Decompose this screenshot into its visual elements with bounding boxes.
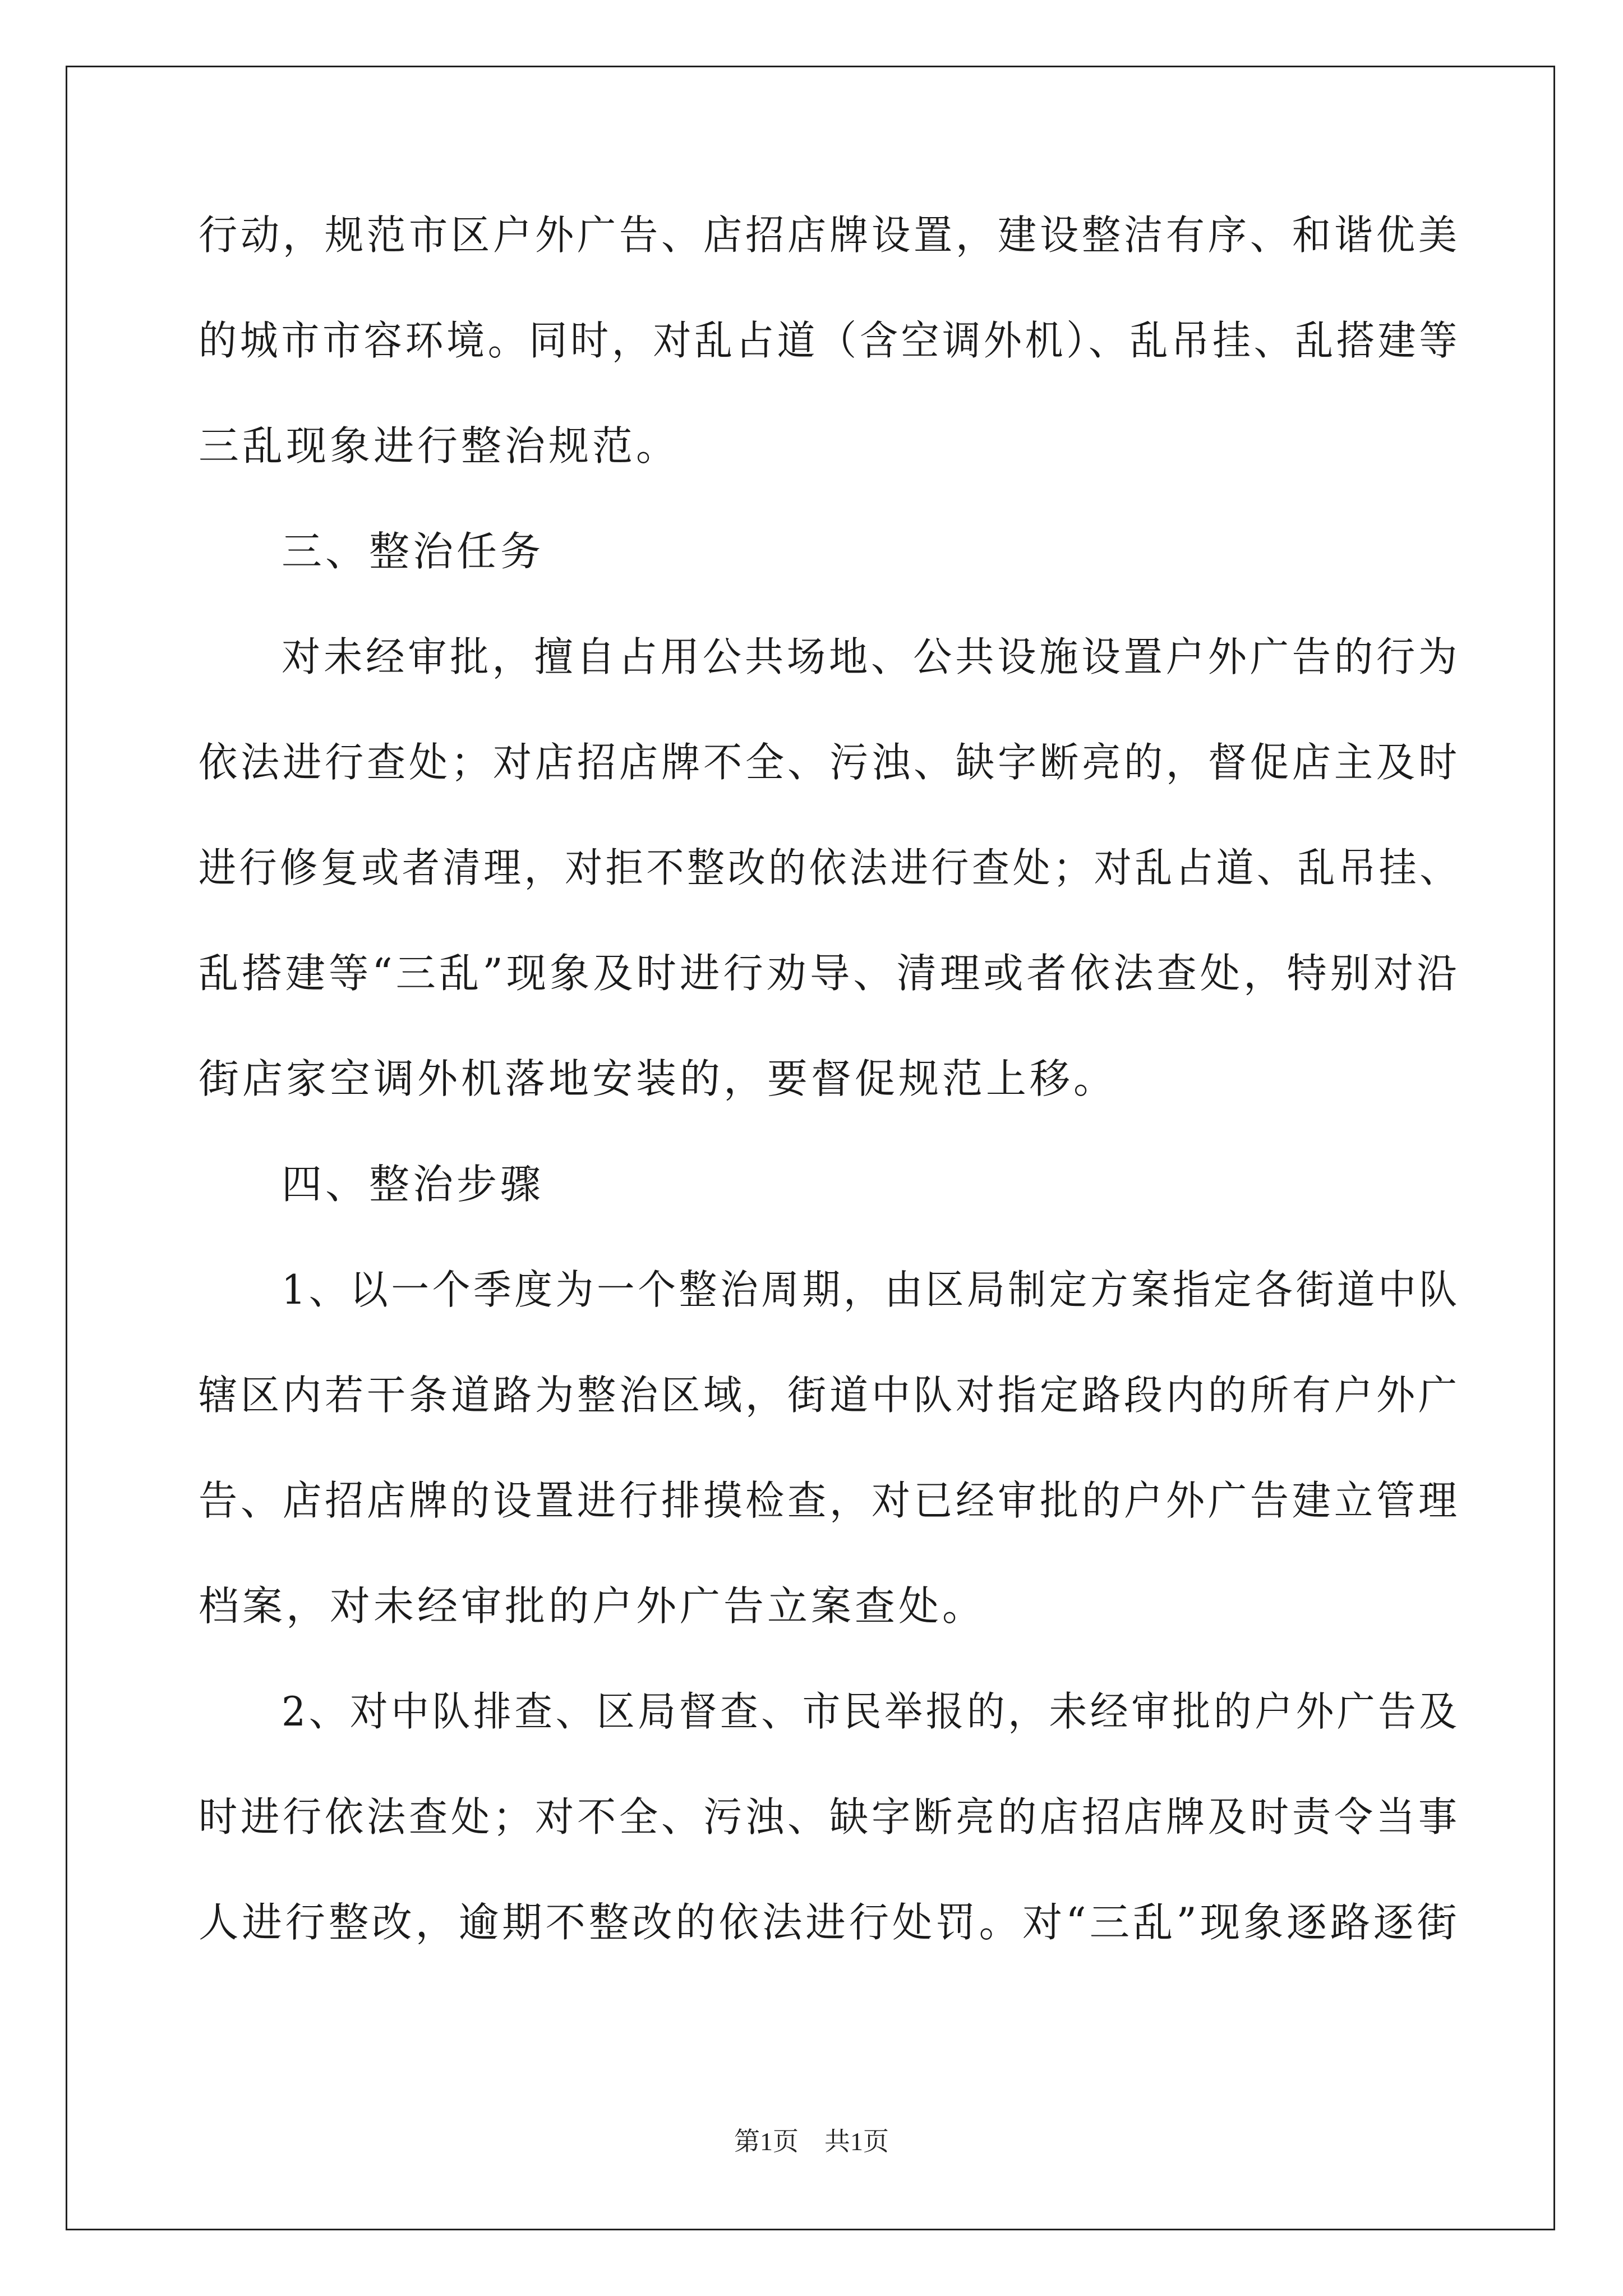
body-line: 的城市市容环境。同时，对乱占道（含空调外机）、乱吊挂、乱搭建等 — [199, 317, 1461, 364]
body-line: 时进行依法查处；对不全、污浊、缺字断亮的店招店牌及时责令当事 — [199, 1793, 1460, 1841]
body-line: 人进行整改，逾期不整改的依法进行处罚。对“三乱”现象逐路逐街 — [199, 1899, 1460, 1946]
body-line: 2、对中队排查、区局督查、市民举报的，未经审批的户外广告及 — [282, 1688, 1460, 1735]
body-line: 告、店招店牌的设置进行排摸检查，对已经审批的户外广告建立管理 — [199, 1477, 1460, 1524]
section-heading: 四、整治步骤 — [282, 1161, 545, 1208]
body-line: 行动，规范市区户外广告、店招店牌设置，建设整洁有序、和谐优美 — [199, 211, 1460, 259]
body-line: 街店家空调外机落地安装的，要督促规范上移。 — [199, 1055, 1118, 1102]
page-number-footer: 第1页 共1页 — [734, 2127, 889, 2156]
body-line: 依法进行查处；对店招店牌不全、污浊、缺字断亮的，督促店主及时 — [199, 739, 1460, 786]
body-line: 乱搭建等“三乱”现象及时进行劝导、清理或者依法查处，特别对沿 — [199, 950, 1460, 997]
body-line: 1、以一个季度为一个整治周期，由区局制定方案指定各街道中队 — [282, 1266, 1460, 1313]
body-line: 档案，对未经审批的户外广告立案查处。 — [199, 1582, 986, 1630]
body-line: 进行修复或者清理，对拒不整改的依法进行查处；对乱占道、乱吊挂、 — [199, 844, 1460, 891]
body-line: 三乱现象进行整治规范。 — [199, 422, 680, 470]
body-line: 辖区内若干条道路为整治区域，街道中队对指定路段内的所有户外广 — [199, 1372, 1460, 1419]
body-line: 对未经审批，擅自占用公共场地、公共设施设置户外广告的行为 — [282, 633, 1461, 680]
section-heading: 三、整治任务 — [282, 528, 545, 575]
